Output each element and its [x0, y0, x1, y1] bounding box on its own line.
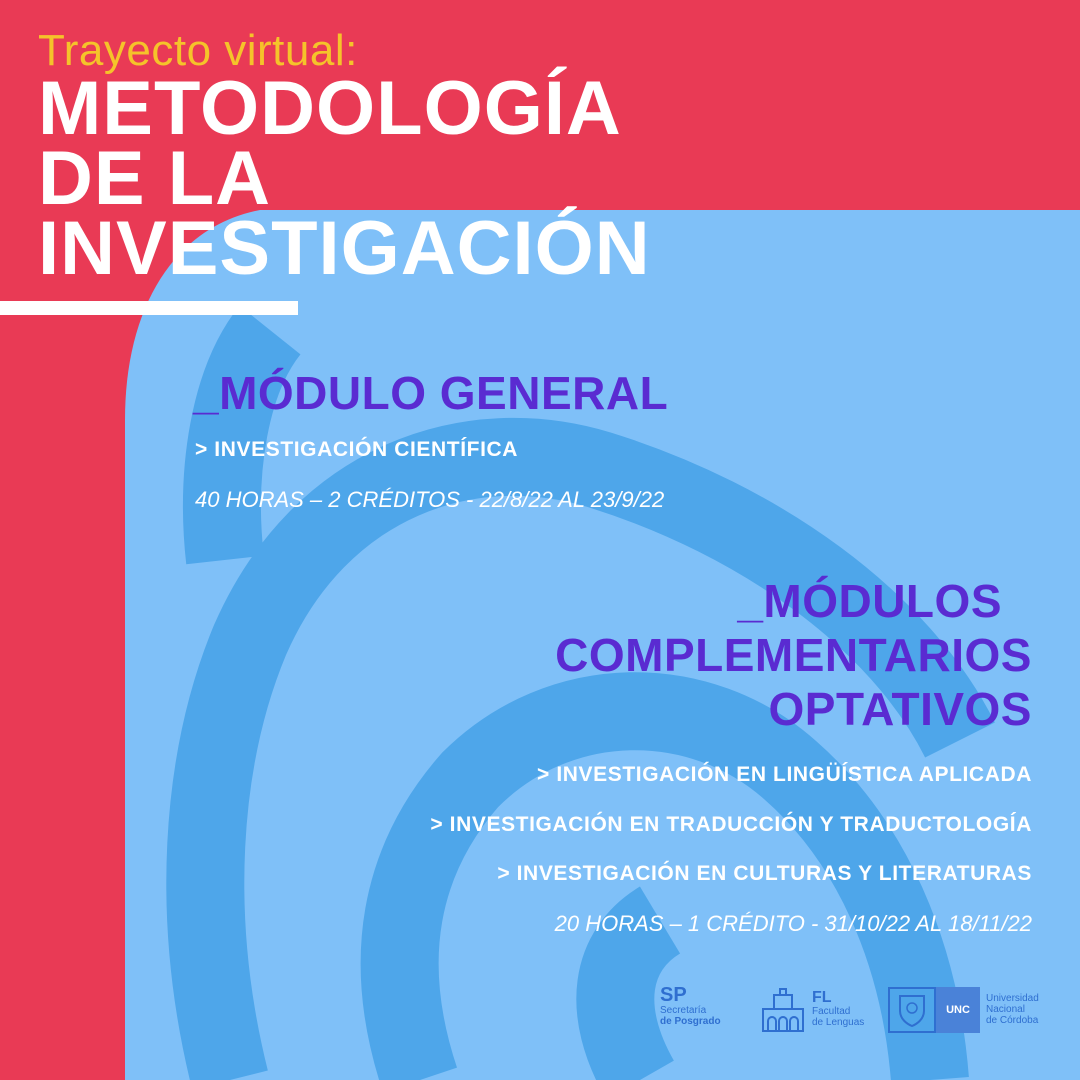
- unc-logo-line-3: de Córdoba: [986, 1015, 1039, 1026]
- unc-shield-icon: [897, 993, 927, 1027]
- sp-logo: [660, 985, 721, 1027]
- complementary-heading-line-3: OPTATIVOS: [768, 683, 1032, 735]
- unc-logo-mark: UNC: [936, 987, 980, 1033]
- fl-logo: [812, 989, 864, 1028]
- subtitle: Trayecto virtual:: [38, 26, 358, 75]
- sp-logo-mark: SP: [660, 984, 687, 1006]
- fl-logo-line-2: de Lenguas: [812, 1017, 865, 1028]
- complementary-course-2: > INVESTIGACIÓN EN TRADUCCIÓN Y TRADUCTOLOGÍA: [430, 813, 1032, 836]
- complementary-heading-line-1: _MÓDULOS: [737, 575, 1002, 627]
- general-module-heading: _MÓDULO GENERAL: [193, 367, 669, 419]
- title-line-2: DE LA: [38, 136, 271, 221]
- complementary-course-1: > INVESTIGACIÓN EN LINGÜÍSTICA APLICADA: [537, 763, 1032, 786]
- unc-logo-line-1: Universidad: [986, 993, 1039, 1004]
- general-module-info: 40 HORAS – 2 CRÉDITOS - 22/8/22 AL 23/9/22: [195, 487, 665, 512]
- complementary-modules-heading: [555, 574, 1032, 736]
- complementary-course-3: > INVESTIGACIÓN EN CULTURAS Y LITERATURAS: [497, 862, 1032, 885]
- institution-logos: [660, 985, 1040, 1045]
- sp-logo-line-1: Secretaría: [660, 1005, 707, 1016]
- unc-logo: [986, 993, 1039, 1026]
- complementary-module-info: 20 HORAS – 1 CRÉDITO - 31/10/22 AL 18/11/22: [554, 911, 1032, 936]
- sp-logo-line-2: de Posgrado: [660, 1016, 721, 1027]
- title-divider: [0, 301, 298, 315]
- unc-seal-icon: [888, 987, 936, 1033]
- fl-building-icon: [760, 987, 806, 1033]
- general-course-1: > INVESTIGACIÓN CIENTÍFICA: [195, 438, 519, 461]
- page-title: [38, 66, 651, 291]
- unc-logo-line-2: Nacional: [986, 1004, 1025, 1015]
- complementary-heading-line-2: COMPLEMENTARIOS: [555, 629, 1032, 681]
- title-line-1: METODOLOGÍA: [38, 66, 622, 151]
- fl-logo-mark: FL: [812, 989, 832, 1006]
- wave-stripe-4: [615, 920, 660, 1080]
- fl-logo-line-1: Facultad: [812, 1006, 851, 1017]
- title-line-3: INVESTIGACIÓN: [38, 206, 651, 291]
